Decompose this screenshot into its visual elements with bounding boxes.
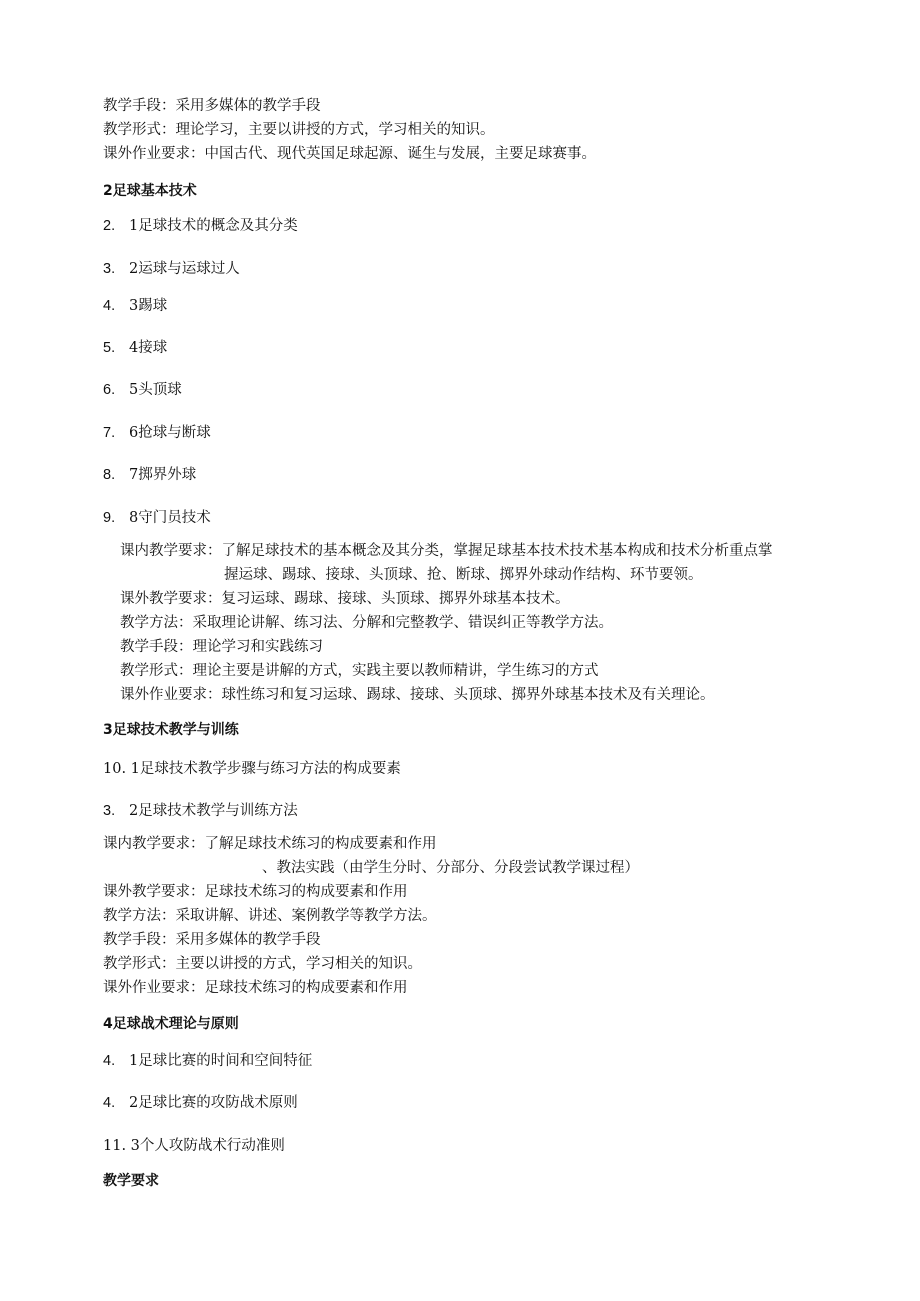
teaching-method-line: 教学方法：采取理论讲解、练习法、分解和完整教学、错误纠正等教学方法。 — [120, 615, 613, 631]
list-item-number: 4. — [103, 298, 116, 314]
list-item — [103, 259, 240, 279]
list-item-number: 4. — [103, 1053, 116, 1069]
homework-line: 课外作业要求：中国古代、现代英国足球起源、诞生与发展，主要足球赛事。 — [103, 146, 596, 162]
list-item — [103, 296, 167, 316]
list-item-number: 8. — [103, 467, 116, 483]
list-item-text: 1足球技术的概念及其分类 — [129, 218, 298, 234]
list-item-number: 7. — [103, 425, 116, 441]
teaching-means-line: 教学手段：采用多媒体的教学手段 — [103, 932, 321, 948]
homework-line: 课外作业要求：足球技术练习的构成要素和作用 — [103, 980, 408, 996]
section-2-heading: 2足球基本技术 — [103, 183, 197, 199]
list-item-number: 9. — [103, 510, 116, 526]
section-4-heading: 4足球战术理论与原则 — [103, 1016, 239, 1032]
teaching-form-line: 教学形式：理论学习，主要以讲授的方式，学习相关的知识。 — [103, 122, 495, 138]
list-item-number: 5. — [103, 340, 116, 356]
list-item-text: 8守门员技术 — [129, 510, 211, 526]
teaching-form-line: 教学形式：理论主要是讲解的方式，实践主要以教师精讲，学生练习的方式 — [120, 663, 599, 679]
list-item-text: 7掷界外球 — [129, 467, 197, 483]
list-item — [103, 508, 211, 528]
homework-line: 课外作业要求：球性练习和复习运球、踢球、接球、头顶球、掷界外球基本技术及有关理论。 — [120, 687, 715, 703]
list-item — [103, 801, 298, 821]
in-class-requirement-line-1: 课内教学要求：了解足球技术的基本概念及其分类，掌握足球基本技术技术基本构成和技术分析重点掌 — [120, 543, 773, 559]
list-item — [103, 380, 182, 400]
list-item — [103, 423, 211, 443]
section-3-heading: 3足球技术教学与训练 — [103, 722, 239, 738]
list-item-text: 3踢球 — [129, 298, 168, 314]
in-class-requirement-line-2: 、教法实践（由学生分时、分部分、分段尝试教学课过程） — [262, 860, 639, 876]
out-class-requirement-line: 课外教学要求：复习运球、踢球、接球、头顶球、掷界外球基本技术。 — [120, 591, 570, 607]
list-item-text: 1足球比赛的时间和空间特征 — [129, 1053, 313, 1069]
list-item-number: 6. — [103, 382, 116, 398]
list-item — [103, 1093, 298, 1113]
list-item-text: 6抢球与断球 — [129, 425, 211, 441]
in-class-requirement-line-1: 课内教学要求：了解足球技术练习的构成要素和作用 — [103, 836, 437, 852]
teaching-means-line: 教学手段：采用多媒体的教学手段 — [103, 98, 321, 114]
list-item — [103, 216, 298, 236]
teaching-requirements-heading: 教学要求 — [103, 1173, 159, 1189]
list-item — [103, 338, 167, 358]
list-item — [103, 465, 196, 485]
list-item — [103, 1051, 312, 1071]
list-item-text: 2足球比赛的攻防战术原则 — [129, 1095, 298, 1111]
list-item-number: 3. — [103, 261, 116, 277]
list-item-text: 2足球技术教学与训练方法 — [129, 803, 298, 819]
out-class-requirement-line: 课外教学要求：足球技术练习的构成要素和作用 — [103, 884, 408, 900]
list-item-number: 4. — [103, 1095, 116, 1111]
list-item-number: 3. — [103, 803, 116, 819]
list-item-number: 2. — [103, 218, 116, 234]
list-item: 11. 3个人攻防战术行动准则 — [103, 1138, 285, 1154]
in-class-requirement-line-2: 握运球、踢球、接球、头顶球、抢、断球、掷界外球动作结构、环节要领。 — [224, 567, 703, 583]
list-item-text: 5头顶球 — [129, 382, 182, 398]
list-item: 10. 1足球技术教学步骤与练习方法的构成要素 — [103, 761, 401, 777]
list-item-text: 4接球 — [129, 340, 168, 356]
list-item-text: 2运球与运球过人 — [129, 261, 240, 277]
teaching-method-line: 教学方法：采取讲解、讲述、案例教学等教学方法。 — [103, 908, 437, 924]
teaching-form-line: 教学形式：主要以讲授的方式，学习相关的知识。 — [103, 956, 422, 972]
teaching-means-line: 教学手段：理论学习和实践练习 — [120, 639, 323, 655]
